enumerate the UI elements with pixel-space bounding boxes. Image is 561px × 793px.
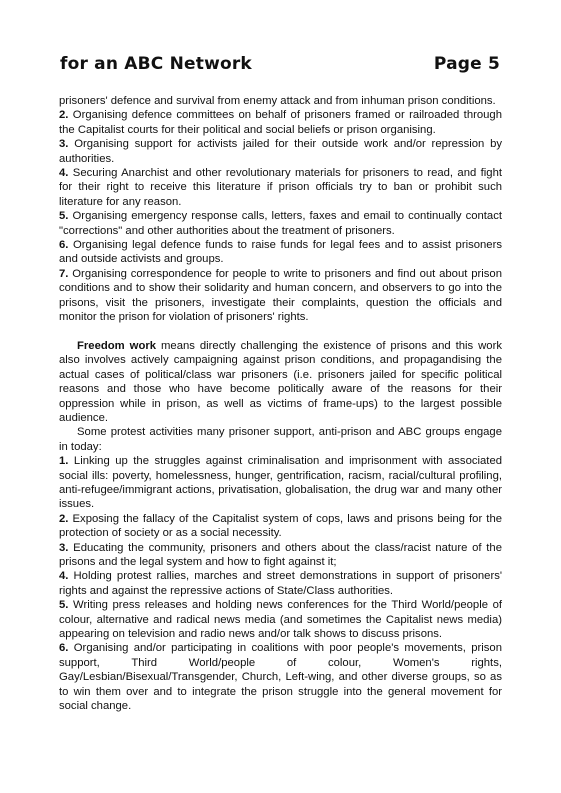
- list-item: [59, 209, 502, 238]
- item-number: 5.: [59, 210, 69, 223]
- item-number: 4.: [59, 167, 69, 180]
- list-item: [59, 238, 502, 267]
- lead-term: Freedom work: [77, 339, 157, 352]
- item-text: Organising defence committees on behalf of prisoners framed or railroaded through the Capitalist courts for their political and social beliefs or prison organising.: [59, 109, 503, 136]
- item-text: Organising legal defence funds to raise funds for legal fees and to assist prisoners and outside activists and groups.: [59, 239, 503, 266]
- item-text: Securing Anarchist and other revolutionary materials for prisoners to read, and fight for their right to receive this literature if prison officials try to ban or prohibit such literature for any reason.: [59, 167, 502, 208]
- list-item: [59, 137, 502, 166]
- continued-paragraph: prisoners' defence and survival from enemy attack and from inhuman prison conditions.: [59, 95, 496, 107]
- running-title: for an ABC Network: [60, 54, 252, 74]
- item-text: Organising emergency response calls, letters, faxes and email to continually contact "corrections" and other authorities about the treatment of prisoners.: [59, 210, 502, 237]
- list-item: [59, 108, 502, 137]
- item-text: Educating the community, prisoners and others about the class/racist nature of the prisons and the legal system and how to fight against it;: [59, 541, 502, 568]
- item-text: Exposing the fallacy of the Capitalist system of cops, laws and prisons being for the protection of society or as a social necessity.: [59, 512, 503, 540]
- list-item: [59, 598, 502, 641]
- list-item: [59, 641, 502, 713]
- item-number: 2.: [59, 512, 69, 525]
- list-item: [59, 512, 502, 541]
- item-number: 1.: [59, 455, 69, 468]
- body-text: [59, 94, 502, 713]
- item-number: 6.: [59, 239, 69, 252]
- item-text: Organising support for activists jailed for their outside work and/or repression by authorities.: [59, 138, 503, 165]
- list-item: [59, 454, 502, 512]
- list-item: [59, 541, 502, 570]
- paragraph-gap: [59, 325, 502, 339]
- item-number: 6.: [59, 642, 69, 655]
- item-text: Writing press releases and holding news conferences for the Third World/people of colour, alternative and radical news media (and sometimes the Capitalist news media) appearing on television and radio news and/or talk shows to discuss prisons.: [59, 599, 502, 641]
- freedom-work-paragraph: [59, 339, 502, 425]
- paragraph-text: means directly challenging the existence of prisons and this work also involves actively campaigning against prison conditions, and propagandising the actual cases of political/class war prisoners (i.e. prisoners jailed for specific political reasons and those who have become politically aware of the reasons for their oppression while in prison, as well as victims of frame-ups) to the largest possible audience.: [59, 339, 502, 424]
- item-number: 4.: [59, 570, 69, 583]
- protest-intro: Some protest activities many prisoner support, anti-prison and ABC groups engage in today:: [59, 426, 502, 453]
- item-number: 5.: [59, 599, 69, 612]
- page-number: Page 5: [433, 54, 500, 74]
- item-number: 3.: [59, 541, 69, 554]
- list-item: [59, 569, 502, 598]
- page-header: [60, 54, 500, 76]
- item-number: 2.: [59, 109, 69, 122]
- item-text: Organising and/or participating in coalitions with poor people's movements, prison support, Third World/people of colour, Women's rights, Gay/Lesbian/Bisexual/Transgender, Church, Left-wing, and other diverse groups, so as to win them over and to integrate the prison struggle into the general movement for social change.: [59, 642, 503, 713]
- item-number: 7.: [59, 267, 69, 280]
- list-item: [59, 166, 502, 209]
- item-text: Organising correspondence for people to write to prisoners and find out about prison conditions and to show their solidarity and human concern, and observers to go into the prisons, visit the prisoners, investigate their complaints, question the officials and monitor the prison for violation of prisoners' rights.: [59, 267, 502, 324]
- item-text: Holding protest rallies, marches and street demonstrations in support of prisoners' rights and against the repressive actions of State/Class authorities.: [59, 570, 503, 597]
- item-text: Linking up the struggles against criminalisation and imprisonment with associated social ills: poverty, homelessness, hunger, gentrification, racism, racial/cultural profiling, anti-refugee/immigrant actions, privatisation, globalisation, the drug war and many other issues.: [59, 455, 503, 511]
- item-number: 3.: [59, 138, 69, 151]
- list-item: [59, 267, 502, 325]
